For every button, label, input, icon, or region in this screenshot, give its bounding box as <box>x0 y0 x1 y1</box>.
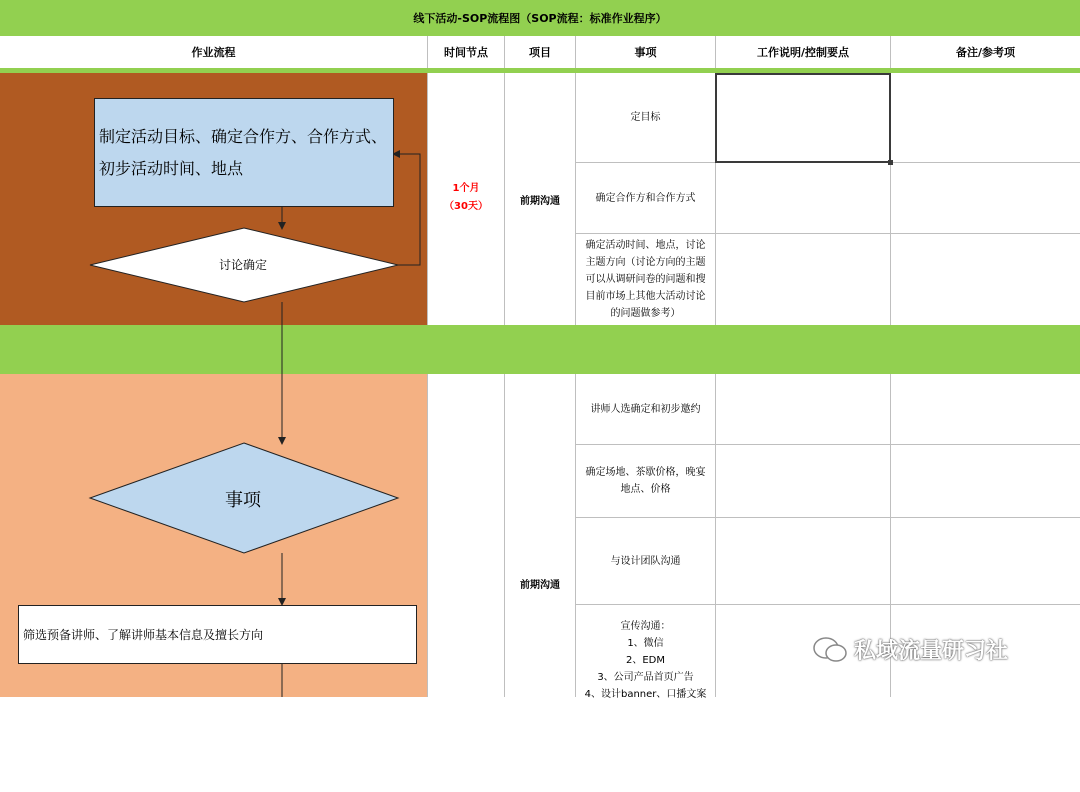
matter-cell-design[interactable]: 与设计团队沟通 <box>610 555 681 567</box>
header-remarks[interactable]: 备注/参考项 <box>891 36 1080 68</box>
header-workflow[interactable]: 作业流程 <box>0 36 428 68</box>
matter-cell-promo[interactable]: 宣传沟通： 1、微信 2、EDM 3、公司产品首页广告 4、设计banner、口播文案 <box>584 621 707 700</box>
header-matter[interactable]: 事项 <box>576 36 716 68</box>
feedback-loop-arrow <box>396 154 420 265</box>
project-cell[interactable]: 前期沟通 <box>520 195 560 207</box>
header-project[interactable]: 项目 <box>505 36 576 68</box>
matter-cell-lecturer[interactable]: 讲师人选确定和初步邀约 <box>590 403 701 415</box>
matter-cell-goal[interactable]: 定目标 <box>630 112 661 123</box>
watermark: 私域流量研习社 <box>812 634 1008 665</box>
flow-box-screen-lecturers[interactable]: 筛选预备讲师、了解讲师基本信息及擅长方向 <box>18 605 417 664</box>
grid-line <box>715 374 716 697</box>
fill-handle[interactable] <box>888 160 893 165</box>
header-time-node[interactable]: 时间节点 <box>428 36 505 68</box>
grid-line <box>576 604 1080 605</box>
decision-label-2: 事项 <box>225 490 261 511</box>
wechat-icon <box>812 636 848 664</box>
sheet-title: 线下活动-SOP流程图（SOP流程：标准作业程序） <box>413 12 667 25</box>
time-node-cell[interactable]: 1个月 （30天） <box>444 183 488 212</box>
flow-box-set-goals[interactable]: 制定活动目标、确定合作方、合作方式、初步活动时间、地点 <box>94 98 394 207</box>
project-cell-2[interactable]: 前期沟通 <box>520 579 560 591</box>
matter-cell-partner[interactable]: 确定合作方和合作方式 <box>595 192 696 204</box>
decision-label-1: 讨论确定 <box>218 258 267 272</box>
header-work-notes[interactable]: 工作说明/控制要点 <box>716 36 891 68</box>
matter-cell-venue[interactable]: 确定场地、茶歇价格，晚宴地点、价格 <box>585 467 706 495</box>
matter-cell-time-place[interactable]: 确定活动时间、地点，讨论主题方向（讨论方向的主题可以从调研问卷的问题和搜目前市场上其他大活动讨论的问题做参考） <box>585 240 706 319</box>
selected-cell[interactable] <box>715 73 891 163</box>
